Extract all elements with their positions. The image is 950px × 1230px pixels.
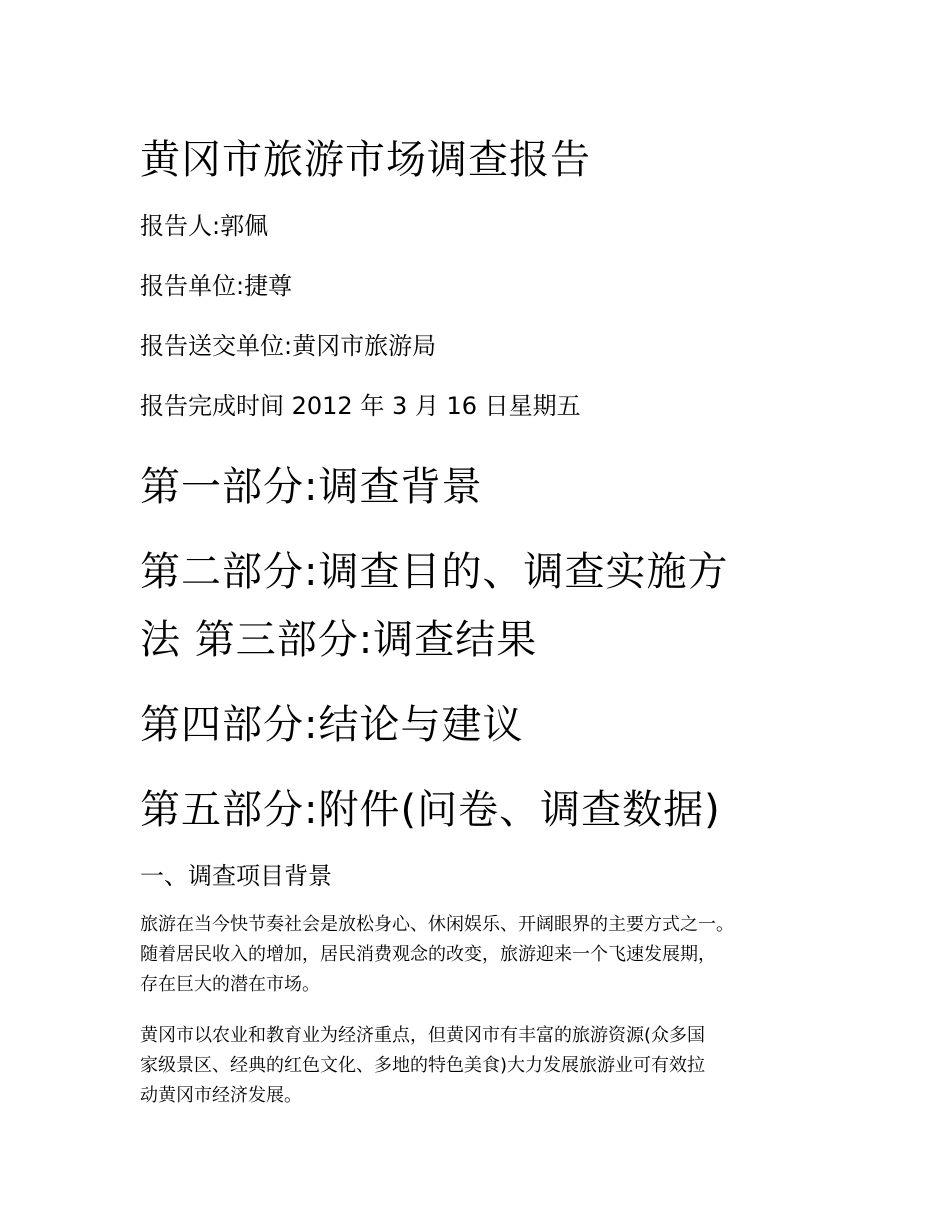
paragraph-line: 家级景区、经典的红色文化、多地的特色美食)大力发展旅游业可有效拉: [140, 1055, 706, 1076]
paragraph-line: 随着居民收入的增加，居民消费观念的改变，旅游迎来一个飞速发展期，: [140, 944, 716, 965]
paragraph-line: 存在巨大的潜在市场。: [140, 974, 320, 995]
author-line: 报告人:郭佩: [140, 212, 269, 240]
completion-date-line: 报告完成时间 2012 年 3 月 16 日星期五: [140, 392, 581, 420]
part-four-heading: 第四部分:结论与建议: [140, 702, 524, 748]
paragraph-1: [140, 910, 840, 1000]
paragraph-line: 黄冈市以农业和教育业为经济重点，但黄冈市有丰富的旅游资源(众多国: [140, 1025, 706, 1046]
section-heading: 一、调查项目背景: [140, 862, 332, 890]
recipient-line: 报告送交单位:黄冈市旅游局: [140, 332, 437, 360]
part-two-three-heading: 法 第三部分:调查结果: [140, 617, 538, 663]
paragraph-line: 动黄冈市经济发展。: [140, 1085, 302, 1106]
paragraph-line: 旅游在当今快节奏社会是放松身心、休闲娱乐、开阔眼界的主要方式之一。: [140, 914, 734, 935]
part-one-heading: 第一部分:调查背景: [140, 464, 483, 510]
part-two-heading: 第二部分:调查目的、调查实施方: [140, 549, 729, 595]
unit-line: 报告单位:捷尊: [140, 272, 293, 300]
part-five-heading: 第五部分:附件(问卷、调查数据): [140, 787, 721, 833]
report-title: 黄冈市旅游市场调查报告: [140, 137, 591, 183]
paragraph-2: [140, 1021, 840, 1111]
